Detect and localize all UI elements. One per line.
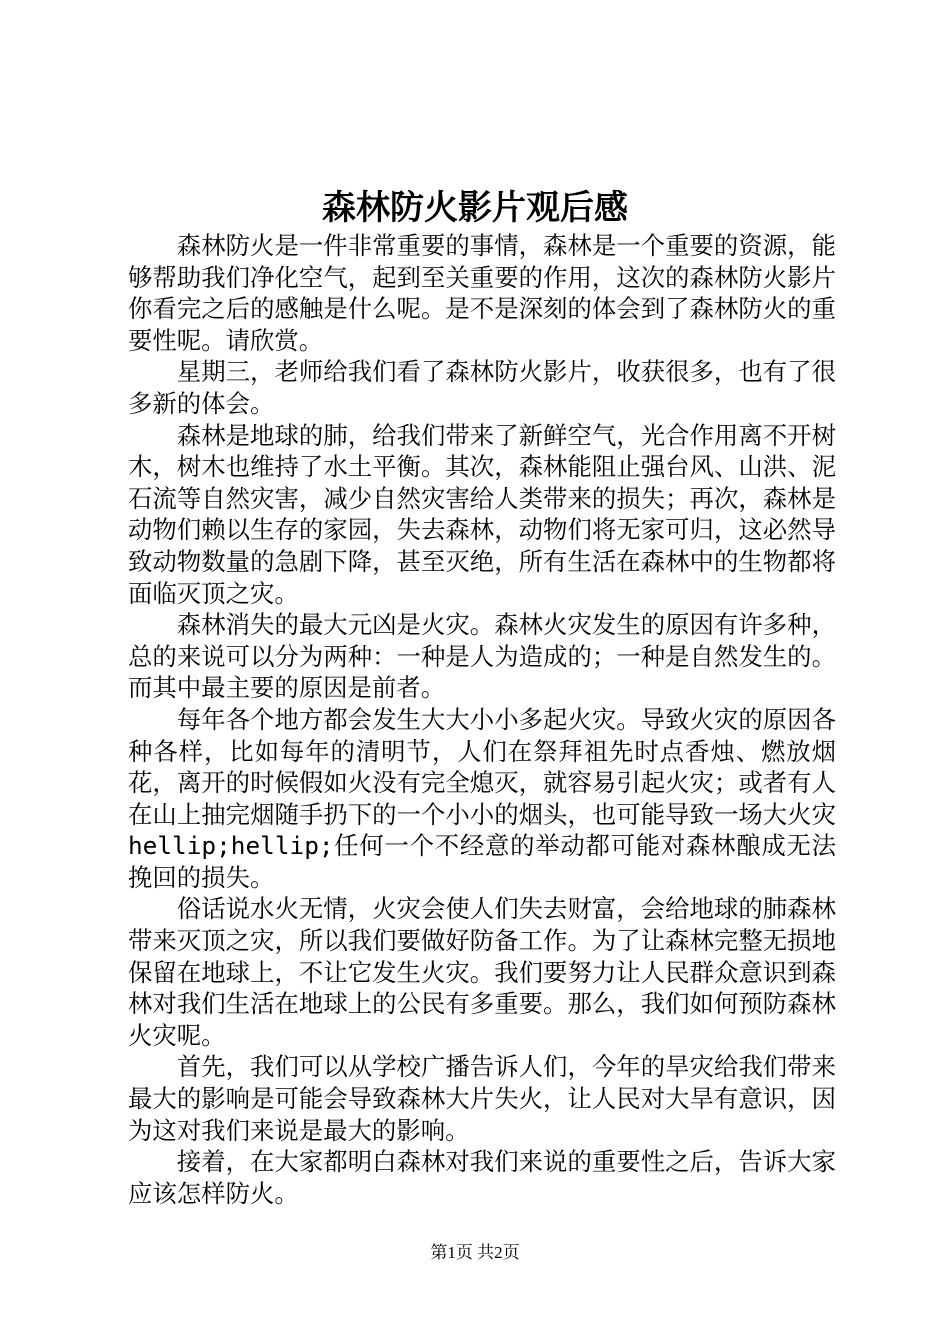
- paragraph: 森林消失的最大元凶是火灾。森林火灾发生的原因有许多种，总的来说可以分为两种：一种是人为造成的；一种是自然发生的。而其中最主要的原因是前者。: [128, 610, 836, 703]
- paragraph: 俗话说水火无情，火灾会使人们失去财富，会给地球的肺森林带来灭顶之灾，所以我们要做好防备工作。为了让森林完整无损地保留在地球上，不让它发生火灾。我们要努力让人民群众意识到森林对我们生活在地球上的公民有多重要。那么，我们如何预防森林火灾呢。: [128, 894, 836, 1050]
- paragraph: 接着，在大家都明白森林对我们来说的重要性之后，告诉大家应该怎样防火。: [128, 1147, 836, 1208]
- paragraph: 森林是地球的肺，给我们带来了新鲜空气，光合作用离不开树木，树木也维持了水土平衡。其次，森林能阻止强台风、山洪、泥石流等自然灾害，减少自然灾害给人类带来的损失；再次，森林是动物们赖以生存的家园，失去森林，动物们将无家可归，这必然导致动物数量的急剧下降，甚至灭绝，所有生活在森林中的生物都将面临灭顶之灾。: [128, 420, 836, 608]
- page-number-footer: 第1页 共2页: [430, 1243, 520, 1262]
- paragraph: 首先，我们可以从学校广播告诉人们，今年的旱灾给我们带来最大的影响是可能会导致森林大片失火，让人民对大旱有意识，因为这对我们来说是最大的影响。: [128, 1052, 836, 1145]
- document-title: 森林防火影片观后感: [322, 188, 628, 228]
- paragraph: 星期三，老师给我们看了森林防火影片，收获很多，也有了很多新的体会。: [128, 357, 836, 418]
- paragraph: 森林防火是一件非常重要的事情，森林是一个重要的资源，能够帮助我们净化空气，起到至关重要的作用，这次的森林防火影片你看完之后的感触是什么呢。是不是深刻的体会到了森林防火的重要性呢。请欣赏。: [128, 231, 836, 355]
- paragraph: 每年各个地方都会发生大大小小多起火灾。导致火灾的原因各种各样，比如每年的清明节，人们在祭拜祖先时点香烛、燃放烟花，离开的时候假如火没有完全熄灭，就容易引起火灾；或者有人在山上抽完烟随手扔下的一个小小的烟头，也可能导致一场大火灾hellip;hellip;任何一个不经意的举动都可能对森林酿成无法挽回的损失。: [128, 704, 836, 892]
- document-body: [128, 230, 836, 1209]
